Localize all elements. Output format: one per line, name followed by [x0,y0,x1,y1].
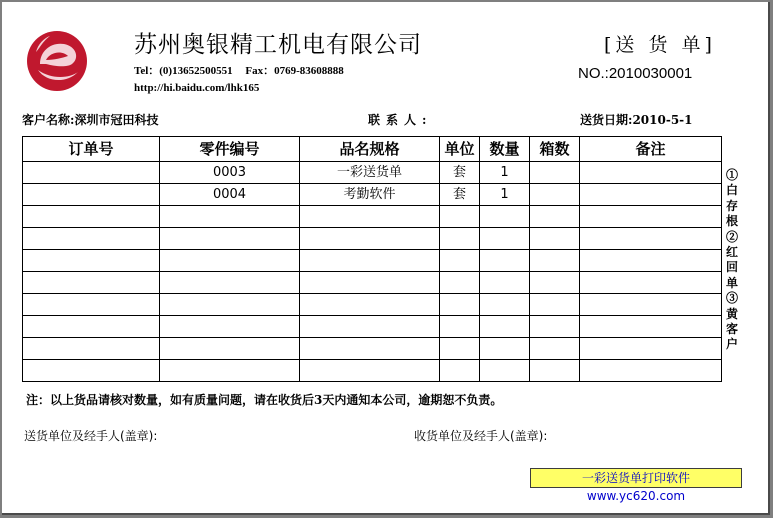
delivery-date-value[interactable]: 2010-5-1 [632,113,693,127]
table-cell[interactable]: 一彩送货单 [300,162,440,184]
table-row [23,272,722,294]
table-cell[interactable] [23,338,160,360]
table-cell[interactable] [440,338,480,360]
table-cell[interactable] [530,338,580,360]
table-row [23,294,722,316]
table-cell[interactable] [480,294,530,316]
company-name: 苏州奥银精工机电有限公司 [134,32,422,58]
software-brand-badge[interactable]: 一彩送货单打印软件 www.yc620.com [530,468,742,488]
table-cell[interactable] [300,360,440,382]
table-cell[interactable] [160,338,300,360]
table-cell[interactable] [300,206,440,228]
table-cell[interactable] [580,294,722,316]
table-cell[interactable] [580,206,722,228]
table-cell[interactable] [530,272,580,294]
website-link[interactable]: http://hi.baidu.com/lhk165 [134,82,260,94]
table-cell[interactable] [580,272,722,294]
items-table [22,136,722,382]
copy-distribution-note: ①白存根②红回单③黄客户 [725,168,738,352]
table-cell[interactable] [480,250,530,272]
contact-line [134,62,354,78]
table-cell[interactable] [580,250,722,272]
contact-person-label: 联系人: [368,113,433,127]
table-cell[interactable] [530,228,580,250]
table-cell[interactable] [300,338,440,360]
table-row [23,206,722,228]
sender-signature-label: 送货单位及经手人(盖章): [24,429,158,443]
table-row [23,184,722,206]
table-cell[interactable] [160,360,300,382]
table-cell[interactable]: 0003 [160,162,300,184]
table-cell[interactable] [440,294,480,316]
table-cell[interactable] [160,294,300,316]
table-cell[interactable] [530,184,580,206]
document-number: NO.:2010030001 [578,65,693,82]
table-cell[interactable] [530,360,580,382]
table-cell[interactable] [160,250,300,272]
table-cell[interactable] [440,316,480,338]
table-cell[interactable] [23,316,160,338]
table-cell[interactable] [530,316,580,338]
table-cell[interactable]: 套 [440,162,480,184]
table-cell[interactable] [440,206,480,228]
e-logo-icon [26,30,88,92]
quality-notice: 注：以上货品请核对数量，如有质量问题，请在收货后3天内通知本公司，逾期恕不负责。 [26,393,503,407]
table-row [23,250,722,272]
table-cell[interactable]: 0004 [160,184,300,206]
table-cell[interactable]: 1 [480,184,530,206]
table-cell[interactable] [23,360,160,382]
table-cell[interactable] [580,162,722,184]
table-cell[interactable] [300,228,440,250]
table-cell[interactable] [160,272,300,294]
table-cell[interactable] [440,250,480,272]
table-cell[interactable] [580,316,722,338]
column-header-part-no: 零件编号 [160,137,300,162]
delivery-note-page [2,2,770,515]
table-cell[interactable] [300,250,440,272]
contact-person-field [368,111,432,128]
customer-label: 客户名称: [22,113,75,127]
table-cell[interactable] [530,250,580,272]
table-cell[interactable] [580,338,722,360]
customer-field [22,111,158,128]
table-cell[interactable]: 1 [480,162,530,184]
table-cell[interactable] [530,162,580,184]
table-cell[interactable] [480,338,530,360]
column-header-boxes: 箱数 [530,137,580,162]
table-cell[interactable] [440,228,480,250]
table-cell[interactable] [23,228,160,250]
table-cell[interactable] [23,250,160,272]
table-cell[interactable]: 考勤软件 [300,184,440,206]
column-header-unit: 单位 [440,137,480,162]
column-header-quantity: 数量 [480,137,530,162]
table-cell[interactable] [480,206,530,228]
table-cell[interactable] [160,316,300,338]
column-header-order-no: 订单号 [23,137,160,162]
table-cell[interactable] [580,360,722,382]
table-cell[interactable] [23,206,160,228]
table-cell[interactable] [440,272,480,294]
tel-number: Tel：(0)13652500551 [134,65,233,77]
table-cell[interactable] [23,294,160,316]
table-cell[interactable] [580,228,722,250]
table-header-row [23,137,722,162]
table-row [23,162,722,184]
column-header-product-spec: 品名规格 [300,137,440,162]
table-row [23,360,722,382]
table-cell[interactable] [160,228,300,250]
table-cell[interactable] [23,272,160,294]
table-cell[interactable] [480,272,530,294]
table-row [23,338,722,360]
table-cell[interactable] [300,316,440,338]
table-cell[interactable] [23,184,160,206]
document-title: [送 货 单] [604,34,716,56]
table-cell[interactable] [530,206,580,228]
table-cell[interactable] [160,206,300,228]
customer-value[interactable]: 深圳市冠田科技 [74,113,159,127]
table-cell[interactable] [480,360,530,382]
table-cell[interactable] [23,162,160,184]
table-row [23,316,722,338]
delivery-date-field [580,111,693,128]
fax-number: Fax：0769-83608888 [245,65,344,77]
table-cell[interactable] [480,316,530,338]
receiver-signature-label: 收货单位及经手人(盖章): [414,429,548,443]
table-cell[interactable] [480,228,530,250]
column-header-remarks: 备注 [580,137,722,162]
table-cell[interactable] [530,294,580,316]
table-cell[interactable] [580,184,722,206]
table-cell[interactable] [300,272,440,294]
delivery-date-label: 送货日期: [580,113,633,127]
table-cell[interactable]: 套 [440,184,480,206]
table-row [23,228,722,250]
table-cell[interactable] [300,294,440,316]
table-cell[interactable] [440,360,480,382]
